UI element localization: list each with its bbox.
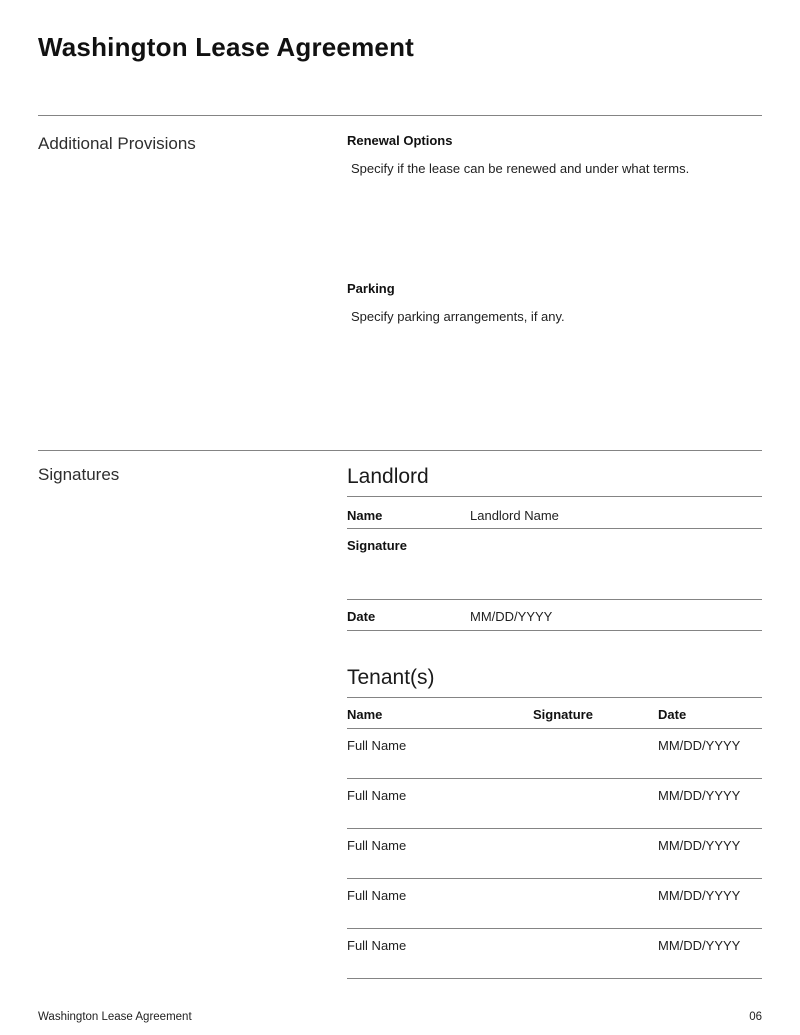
tenant-date-field[interactable]: MM/DD/YYYY (658, 888, 741, 903)
landlord-date-field[interactable]: MM/DD/YYYY (470, 609, 553, 624)
section-label-column (38, 464, 347, 979)
additional-provisions-body (347, 133, 762, 325)
tenant-date-field[interactable]: MM/DD/YYYY (658, 838, 741, 853)
page-title: Washington Lease Agreement (38, 32, 415, 62)
renewal-options-label: Renewal Options (347, 133, 453, 148)
section-signatures (38, 451, 762, 979)
section-label-column (38, 133, 347, 325)
section-additional-provisions (38, 116, 762, 450)
tenant-row-1 (347, 729, 762, 779)
tenant-row-3 (347, 829, 762, 879)
landlord-signature-field[interactable] (470, 538, 762, 554)
field-renewal-options (347, 133, 762, 177)
tenants-heading: Tenant(s) (347, 665, 762, 698)
tenant-date-field[interactable]: MM/DD/YYYY (658, 738, 741, 753)
tenant-name-field[interactable]: Full Name (347, 888, 407, 903)
tenant-row-2 (347, 779, 762, 829)
landlord-date-label: Date (347, 609, 376, 624)
landlord-name-label: Name (347, 508, 383, 523)
tenant-name-field[interactable]: Full Name (347, 938, 407, 953)
parking-description: Specify parking arrangements, if any. (351, 309, 565, 324)
parking-label: Parking (347, 281, 395, 296)
landlord-name-field[interactable]: Landlord Name (470, 508, 559, 523)
landlord-signature-row (347, 529, 762, 600)
page-footer (38, 1010, 762, 1024)
tenants-col-name: Name (347, 707, 383, 722)
tenant-date-field[interactable]: MM/DD/YYYY (658, 788, 741, 803)
tenants-table-header (347, 698, 762, 729)
landlord-date-row (347, 600, 762, 631)
tenants-col-signature: Signature (533, 707, 593, 722)
landlord-signature-label: Signature (347, 538, 407, 553)
tenant-name-field[interactable]: Full Name (347, 838, 407, 853)
additional-provisions-heading: Additional Provisions (38, 134, 196, 153)
tenant-row-5 (347, 929, 762, 979)
field-parking (347, 281, 762, 325)
signatures-body (347, 464, 762, 979)
tenant-name-field[interactable]: Full Name (347, 738, 407, 753)
footer-document-name: Washington Lease Agreement (38, 1011, 192, 1023)
landlord-name-row (347, 497, 762, 529)
renewal-options-description: Specify if the lease can be renewed and under what terms. (351, 161, 690, 176)
footer-page-number: 06 (749, 1011, 762, 1023)
landlord-heading: Landlord (347, 464, 762, 497)
tenants-col-date: Date (658, 707, 687, 722)
tenant-row-4 (347, 879, 762, 929)
tenant-name-field[interactable]: Full Name (347, 788, 407, 803)
signatures-heading: Signatures (38, 465, 120, 484)
tenant-date-field[interactable]: MM/DD/YYYY (658, 938, 741, 953)
